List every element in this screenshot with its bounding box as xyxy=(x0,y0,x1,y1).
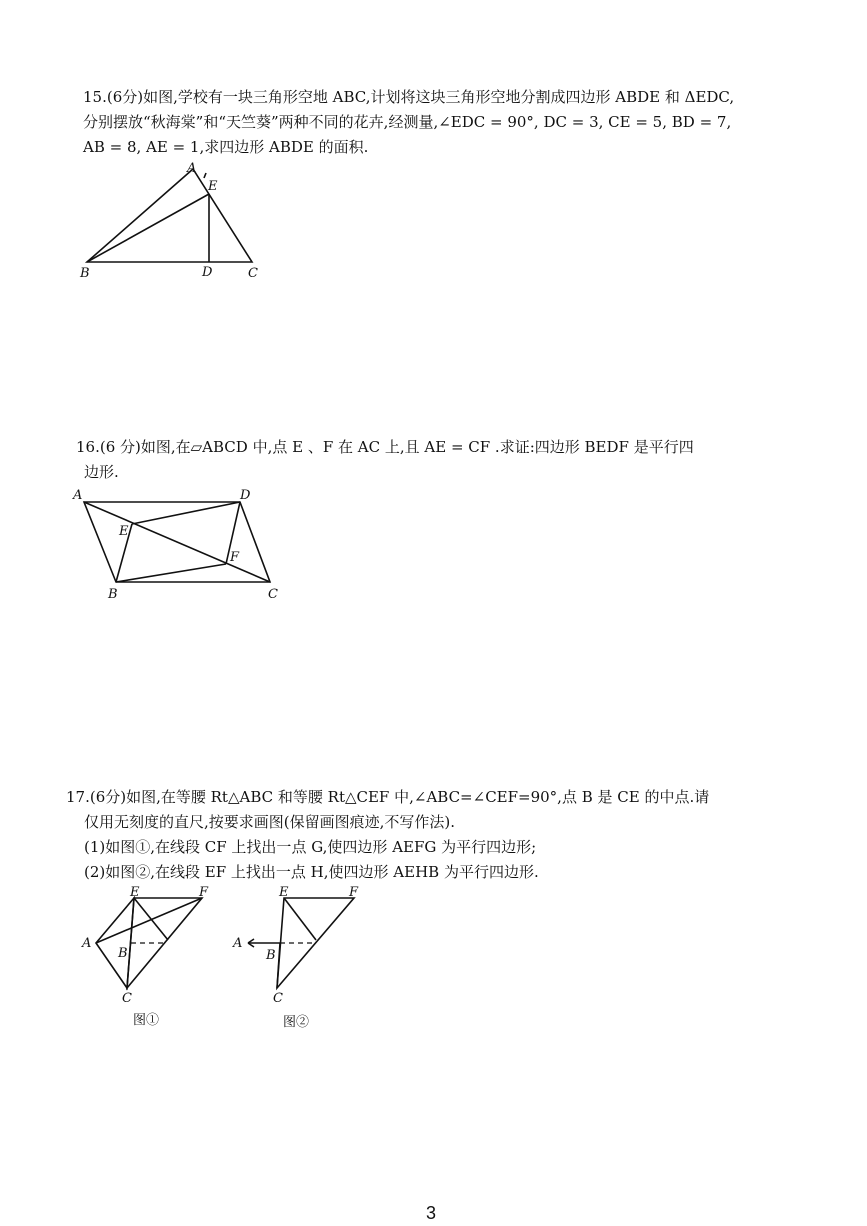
label-f: F xyxy=(199,885,209,900)
segment-be xyxy=(87,194,209,262)
segment-bf xyxy=(116,564,226,582)
figure-15-triangle xyxy=(70,158,290,283)
problem-16-line-1: 16.(6 分)如图,在▱ABCD 中,点 E 、F 在 AC 上,且 AE = CF .求证:四边形 BEDF 是平行四 xyxy=(76,438,694,456)
figure-17-1 xyxy=(78,884,218,1029)
segment-ed xyxy=(132,502,240,524)
segment-af xyxy=(96,898,202,943)
label-a: A xyxy=(233,936,243,951)
label-d: D xyxy=(240,488,251,503)
label-c: C xyxy=(122,991,132,1006)
problem-17-line-3: (1)如图①,在线段 CF 上找出一点 G,使四边形 AEFG 为平行四边形; xyxy=(84,838,537,856)
segment-e-to-cf xyxy=(134,898,168,940)
figure-1-caption: 图① xyxy=(133,1013,160,1028)
problem-15-line-3: AB = 8, AE = 1,求四边形 ABDE 的面积. xyxy=(83,138,369,156)
label-f: F xyxy=(230,550,240,565)
tick-mark xyxy=(204,173,206,178)
problem-17-line-4: (2)如图②,在线段 EF 上找出一点 H,使四边形 AEHB 为平行四边形. xyxy=(84,863,539,881)
label-c: C xyxy=(273,991,283,1006)
label-e: E xyxy=(130,885,140,900)
triangle-cef xyxy=(127,898,202,988)
label-c: C xyxy=(248,266,258,281)
figure-17-2 xyxy=(228,884,368,1029)
label-f: F xyxy=(349,885,359,900)
label-e: E xyxy=(208,179,218,194)
segment-e-diagonal xyxy=(284,898,316,940)
problem-17-line-2: 仅用无刻度的直尺,按要求画图(保留画图痕迹,不写作法). xyxy=(84,813,456,831)
problem-15-line-2: 分别摆放“秋海棠”和“天竺葵”两种不同的花卉,经测量,∠EDC = 90°, DC = 3, CE = 5, BD = 7, xyxy=(83,113,732,131)
page-number: 3 xyxy=(426,1203,437,1223)
label-b: B xyxy=(80,266,90,281)
figure-2-caption: 图② xyxy=(283,1015,310,1030)
label-a: A xyxy=(82,936,92,951)
label-a: A xyxy=(73,488,83,503)
label-c: C xyxy=(268,587,278,602)
label-e: E xyxy=(119,524,129,539)
problem-17-line-1: 17.(6分)如图,在等腰 Rt△ABC 和等腰 Rt△CEF 中,∠ABC=∠CEF=90°,点 B 是 CE 的中点.请 xyxy=(66,788,710,806)
label-a: A xyxy=(187,161,197,176)
label-b: B xyxy=(118,946,128,961)
figure-16-parallelogram xyxy=(70,484,290,604)
label-b: B xyxy=(266,948,276,963)
triangle-cef xyxy=(277,898,354,988)
label-b: B xyxy=(108,587,118,602)
label-d: D xyxy=(202,265,213,280)
problem-15-line-1: 15.(6分)如图,学校有一块三角形空地 ABC,计划将这块三角形空地分割成四边形 ABDE 和 ΔEDC, xyxy=(83,88,735,106)
problem-16-line-2: 边形. xyxy=(84,463,119,481)
label-e: E xyxy=(279,885,289,900)
